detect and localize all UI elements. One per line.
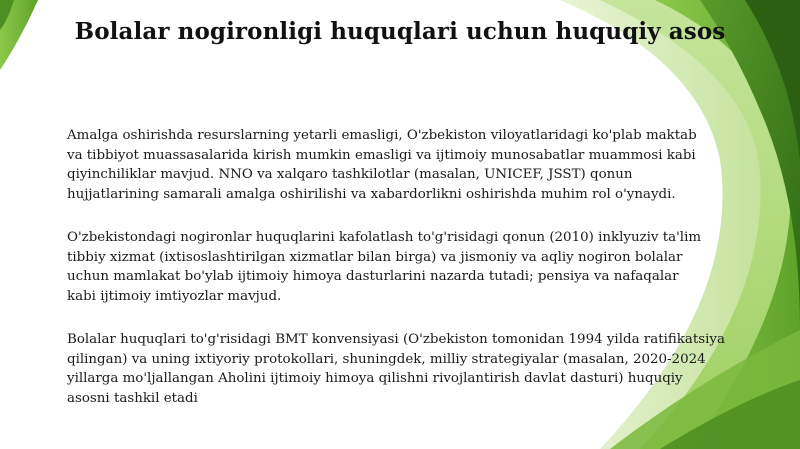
paragraph-line: yillarga mo'ljallangan Aholini ijtimoiy himoya qilishni rivojlantirish davlat dasturi) huquqiy [67,371,683,386]
paragraph-line: O'zbekistondagi nogironlar huquqlarini kafolatlash to'g'risidagi qonun (2010) inklyuziv ta'lim [67,230,702,245]
paragraph-national-law [67,228,767,306]
paragraph-line: hujjatlarining samarali amalga oshirilishi va xabardorlikni oshirishda muhim rol o'ynaydi. [67,186,676,202]
paragraph-un-convention [67,330,767,408]
paragraph-line: uchun mamlakat bo'ylab ijtimoiy himoya dasturlarini nazarda tutadi; pensiya va nafaqalar [67,269,679,284]
slide-title: Bolalar nogironligi huquqlari uchun huquqiy asos [74,18,726,45]
paragraph-line: qiyinchiliklar mavjud. NNO va xalqaro tashkilotlar (masalan, UNICEF, JSST) qonun [67,167,633,182]
paragraph-line: asosni tashkil etadi [67,390,198,406]
paragraph-line: qilingan) va uning ixtiyoriy protokollari, shuningdek, milliy strategiyalar (masalan, 2020-2024 [67,351,706,367]
paragraph-challenges [67,126,767,204]
paragraph-line: Bolalar huquqlari to'g'risidagi BMT konvensiyasi (O'zbekiston tomonidan 1994 yilda ratifikatsiya [67,332,725,347]
paragraph-line: kabi ijtimoiy imtiyozlar mavjud. [67,288,282,304]
paragraph-line: va tibbiyot muassasalarida kirish mumkin emasligi va ijtimoiy munosabatlar muammosi kabi [67,147,696,163]
paragraph-line: tibbiy xizmat (ixtisoslashtirilgan xizmatlar bilan birga) va jismoniy va aqliy nogiron bolalar [67,249,683,265]
paragraph-line: Amalga oshirishda resurslarning yetarli emasligi, O'zbekiston viloyatlaridagi ko'plab maktab [67,128,697,143]
